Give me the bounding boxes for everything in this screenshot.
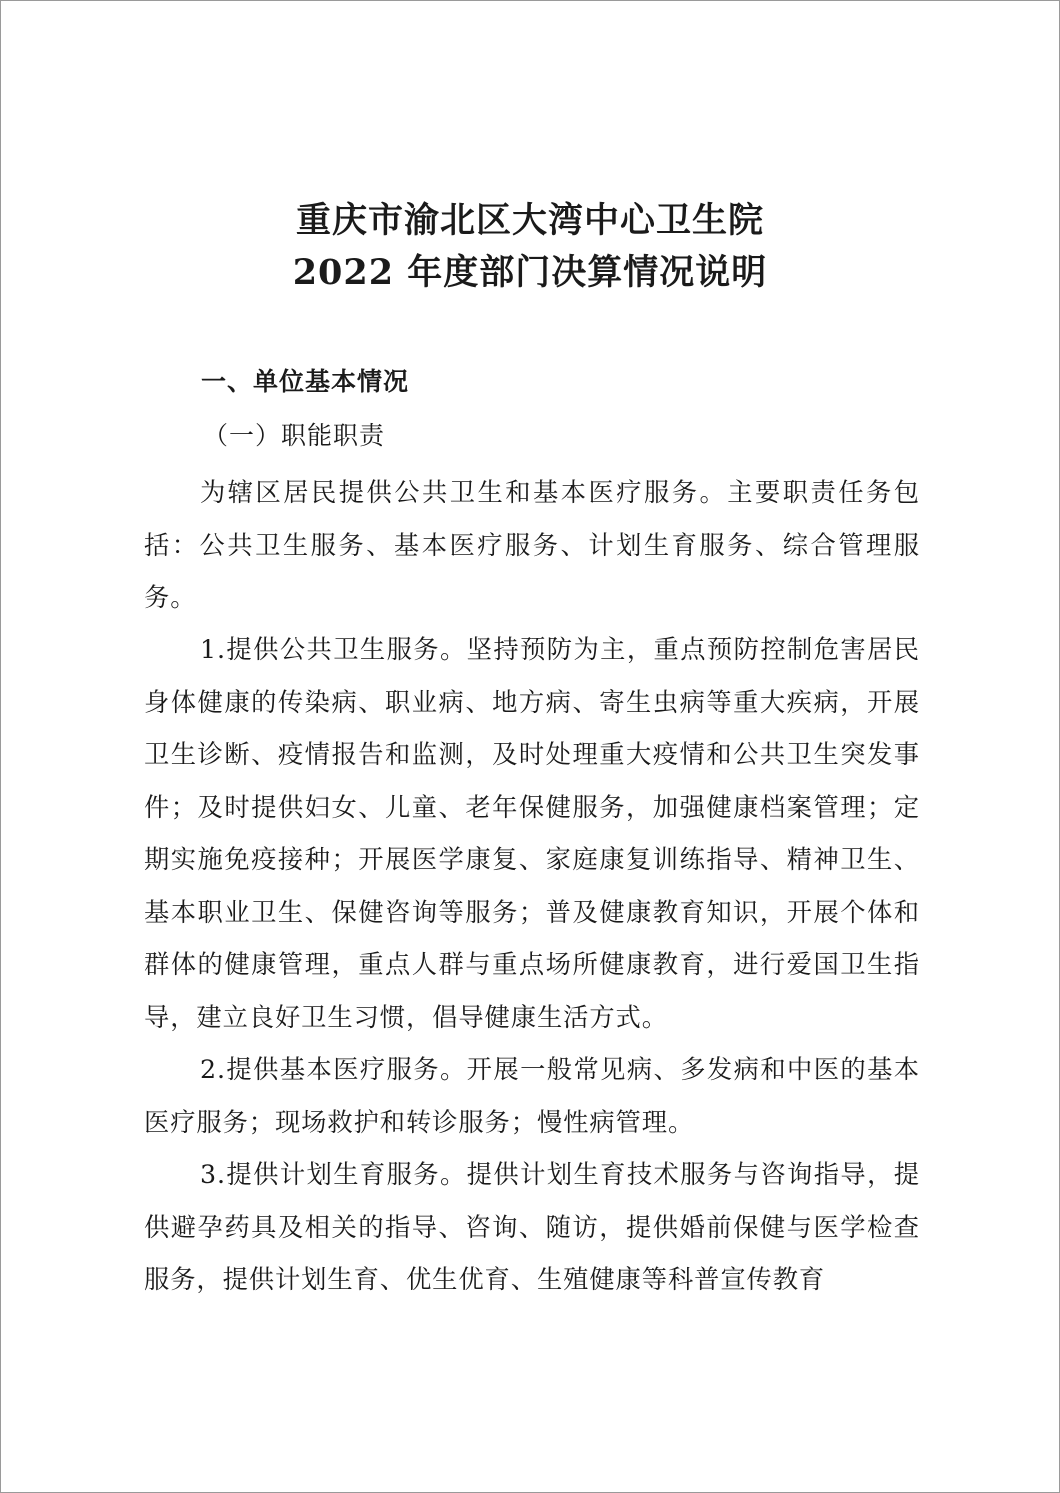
paragraph-duties-overview: 为辖区居民提供公共卫生和基本医疗服务。主要职责任务包括：公共卫生服务、基本医疗服务、计划生育服务、综合管理服务。 [144,478,920,612]
paragraph-basic-medical: 2.提供基本医疗服务。开展一般常见病、多发病和中医的基本医疗服务；现场救护和转诊服务；慢性病管理。 [144,1055,920,1137]
document-title-line-1: 重庆市渝北区大湾中心卫生院 [295,200,764,241]
subsection-heading: （一）职能职责 [203,421,386,450]
section-heading: 一、单位基本情况 [201,367,410,396]
paragraph-public-health: 1.提供公共卫生服务。坚持预防为主，重点预防控制危害居民身体健康的传染病、职业病、地方病、寄生虫病等重大疾病，开展卫生诊断、疫情报告和监测，及时处理重大疫情和公共卫生突发事件；及时提供妇女、儿童、老年保健服务，加强健康档案管理；定期实施免疫接种；开展医学康复、家庭康复训练指导、精神卫生、基本职业卫生、保健咨询等服务；普及健康教育知识，开展个体和群体的健康管理，重点人群与重点场所健康教育，进行爱国卫生指导，建立良好卫生习惯，倡导健康生活方式。 [144,635,920,1032]
paragraph-family-planning: 3.提供计划生育服务。提供计划生育技术服务与咨询指导，提供避孕药具及相关的指导、咨询、随访，提供婚前保健与医学检查服务，提供计划生育、优生优育、生殖健康等科普宣传教育 [144,1160,920,1294]
document-title-line-2: 2022 年度部门决算情况说明 [292,252,768,293]
